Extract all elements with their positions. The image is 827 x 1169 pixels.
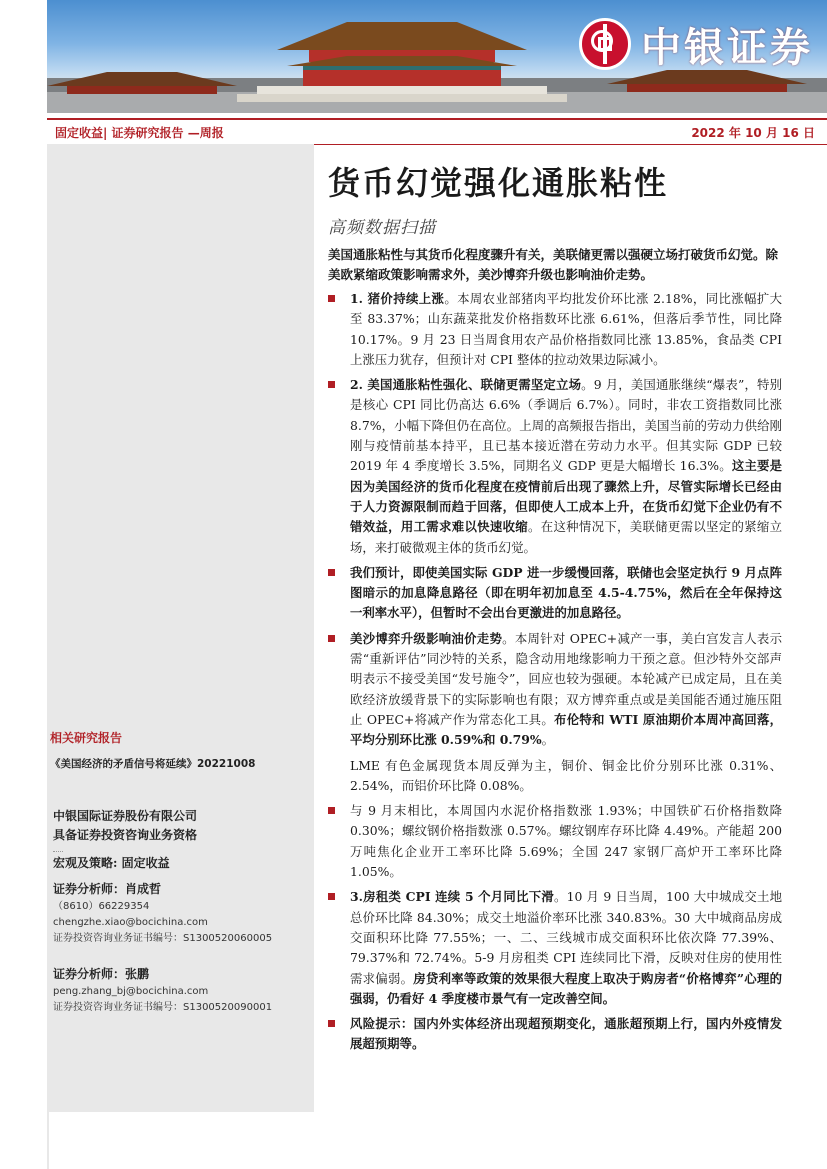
boc-logo-icon <box>579 18 631 70</box>
macro-strategy: 宏观及策略: 固定收益 <box>53 856 170 870</box>
header-banner <box>47 0 827 113</box>
analyst-title: 证券分析师：张鹏 <box>53 967 150 981</box>
analyst-card <box>53 879 311 947</box>
bullet-list <box>328 289 782 1060</box>
analyst-email[interactable]: peng.zhang_bj@bocichina.com <box>53 986 209 997</box>
list-item: 1. 猪价持续上涨。本周农业部猪肉平均批发价环比涨 2.18%，同比涨幅扩大至 83.37%；山东蔬菜批发价格指数环比涨 6.61%，但落后季节性，同比降 10.17%。9 月 23 日当周食用农产品价格指数同比涨 13.85%，食品类 CPI 上涨压力犹存，但预计对 CPI 整体的拉动效果边际减小。 <box>328 289 782 370</box>
list-item: 3.房租类 CPI 连续 5 个月同比下滑。10 月 9 日当周，100 大中城成交土地总价环比降 84.30%；成交土地溢价率环比涨 340.83%。30 大中城商品房成交面积环比降 77.55%；一、二、三线城市成交面积环比依次降 77.39%、79.37%和 72.74%。5-9 月房租类 CPI 连续同比下滑，反映对住房的使用性需求偏弱。房贷利率等政策的效果很大程度上取决于购房者“价格博弈”心理的强弱，仍看好 4 季度楼市景气有一定改善空间。 <box>328 887 782 1009</box>
page-subtitle: 高频数据扫描 <box>328 218 436 238</box>
report-header <box>47 118 827 145</box>
brand-name: 中银证券 <box>641 24 813 71</box>
analyst-phone: （8610）66229354 <box>53 901 150 912</box>
related-report-link[interactable]: 《美国经济的矛盾信号将延续》20221008 <box>50 758 256 770</box>
brand-logo <box>579 14 813 74</box>
analyst-email[interactable]: chengzhe.xiao@bocichina.com <box>53 917 208 928</box>
list-item: 美沙博弈升级影响油价走势。本周针对 OPEC+减产一事，美白宫发言人表示需“重新评估”同沙特的关系，隐含动用地缘影响力干预之意。但沙特外交部声明表示不接受美国“发号施令”，回应也较为强硬。本轮减产已成定局，且在美欧经济放缓背景下的实际影响也有限；双方博弈重点或是美国能否通过施压阻止 OPEC+将减产作为常态化工具。布伦特和 WTI 原油期价本周冲高回落，平均分别环比涨 0.59%和 0.79%。 <box>328 629 782 751</box>
list-item: LME 有色金属现货本周反弹为主，铜价、铜金比价分别环比涨 0.31%、2.54%，而铝价环比降 0.08%。 <box>350 757 782 793</box>
analyst-license: 证券投资咨询业务证书编号：S1300520090001 <box>53 1002 273 1013</box>
analyst-license: 证券投资咨询业务证书编号：S1300520060005 <box>53 933 273 944</box>
related-title: 相关研究报告 <box>50 731 123 745</box>
company-name: 中银国际证券股份有限公司 <box>53 809 198 823</box>
company-info <box>53 807 313 873</box>
company-qualification: 具备证券投资咨询业务资格 <box>53 828 198 842</box>
list-item: 2. 美国通胀粘性强化、联储更需坚定立场。9 月，美国通胀继续“爆表”，特别是核心 CPI 同比仍高达 6.6%（季调后 6.7%）。同时，非农工资指数同比涨 8.7%，小幅下降但仍在高位。上周的高频报告指出，美国当前的劳动力供给刚刚与疫情前基本持平，且已基本接近潜在劳动力水平。但其实际 GDP 已较 2019 年 4 季度增长 3.5%，同期名义 GDP 更是大幅增长 16.3%。这主要是因为美国经济的货币化程度在疫情前后出现了骤然上升，尽管实际增长已经由于人力资源限制而趋于回落，但即使人工成本上升，在货币幻觉下企业仍有不错效益，用工需求难以快速收缩。在这种情况下，美联储更需以坚定的紧缩立场，来打破微观主体的货币幻觉。 <box>328 375 782 558</box>
list-item: 我们预计，即使美国实际 GDP 进一步缓慢回落，联储也会坚定执行 9 月点阵图暗示的加息降息路径（即在明年初加息至 4.5-4.75%，然后在全年保持这一利率水平），但暂时不会出台更激进的加息路径。 <box>328 563 782 624</box>
divider <box>53 851 63 852</box>
analyst-title: 证券分析师：肖成哲 <box>53 882 162 896</box>
report-date: 2022 年 10 月 16 日 <box>691 126 815 140</box>
related-reports <box>50 729 312 771</box>
list-item: 与 9 月末相比，本周国内水泥价格指数涨 1.93%；中国铁矿石价格指数降 0.30%；螺纹钢价格指数涨 0.57%。螺纹钢库存环比降 4.49%。产能超 200 万吨焦化企业开工率环比降 5.69%；全国 247 家钢厂高炉开工率环比降 1.05%。 <box>328 801 782 882</box>
report-category: 固定收益| 证券研究报告 —周报 <box>55 126 224 140</box>
list-item: 风险提示：国内外实体经济出现超预期变化，通胀超预期上行，国内外疫情发展超预期等。 <box>328 1014 782 1055</box>
page-title: 货币幻觉强化通胀粘性 <box>328 164 669 202</box>
sidebar-rule <box>47 1112 49 1169</box>
report-summary: 美国通胀粘性与其货币化程度骤升有关，美联储更需以强硬立场打破货币幻觉。除美欧紧缩政策影响需求外，美沙博弈升级也影响油价走势。 <box>328 247 779 282</box>
analyst-card <box>53 964 311 1016</box>
